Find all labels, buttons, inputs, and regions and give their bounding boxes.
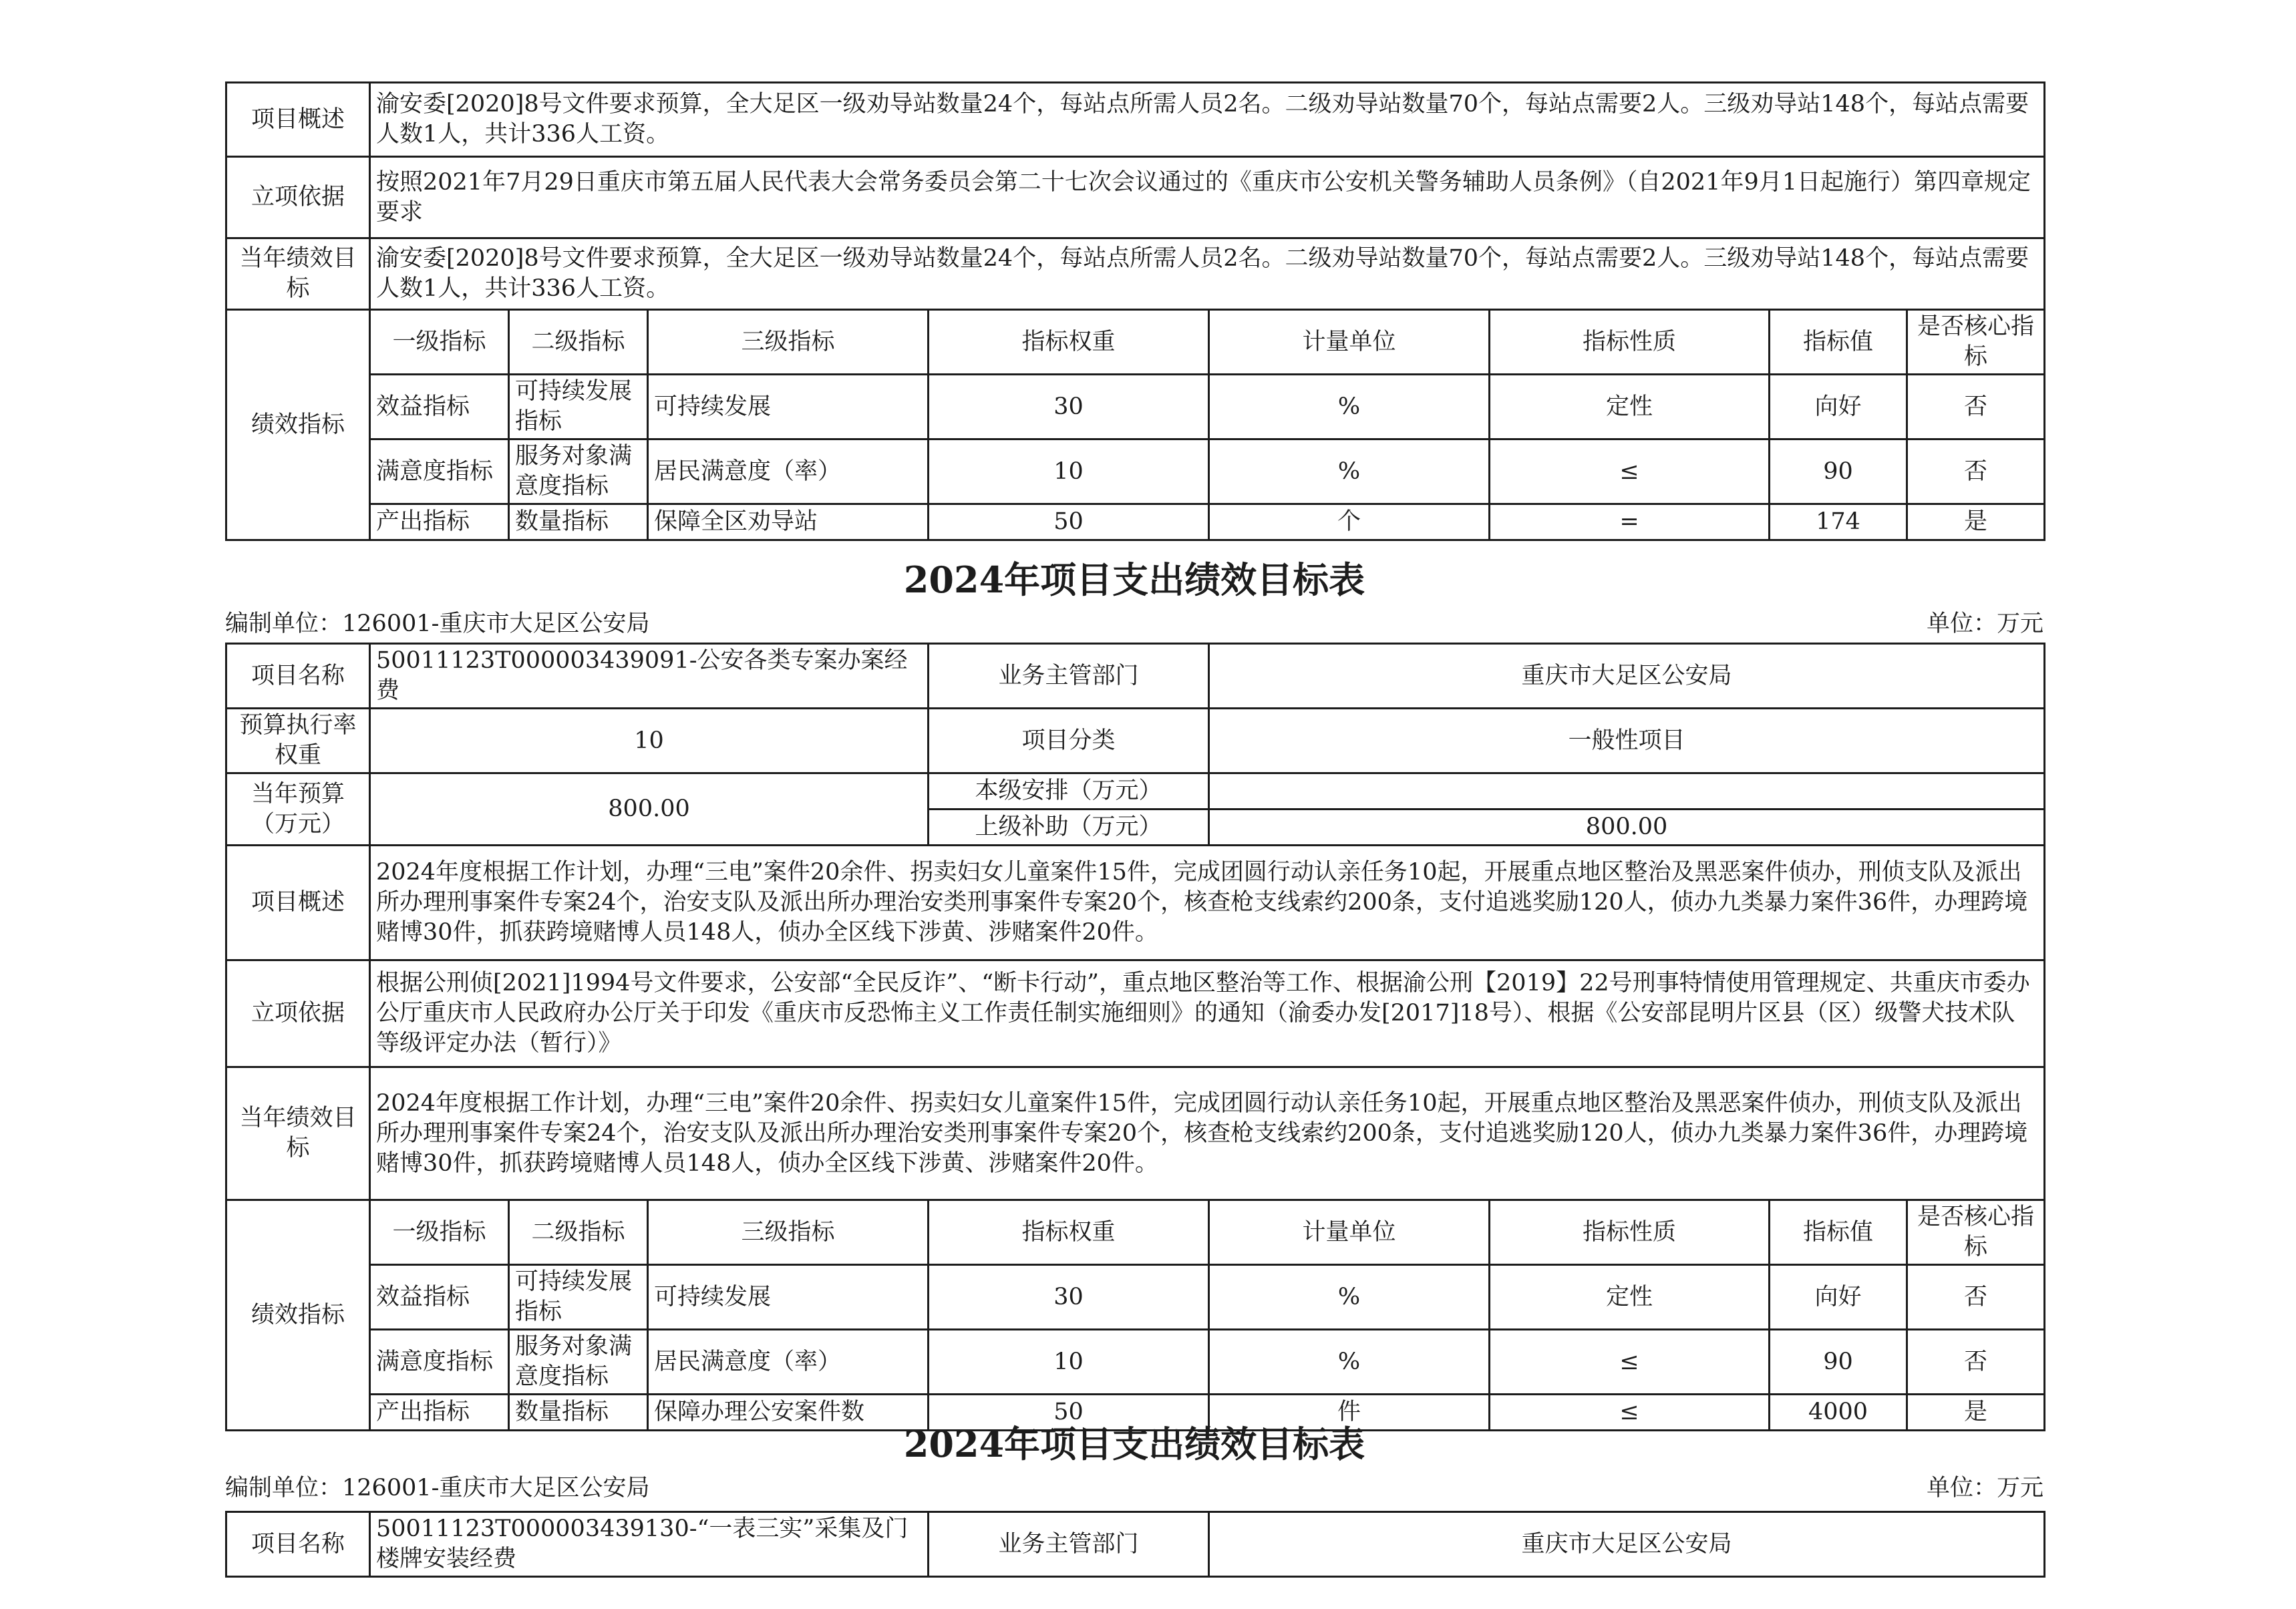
section2-table bbox=[225, 643, 2045, 1431]
section2-meta bbox=[225, 609, 2043, 639]
header-level1: 一级指标 bbox=[370, 1200, 509, 1265]
cell-level2: 数量指标 bbox=[509, 1395, 648, 1431]
cell-value: 向好 bbox=[1770, 1265, 1907, 1330]
cell-unit: 件 bbox=[1209, 1395, 1490, 1431]
cell-level2: 服务对象满意度指标 bbox=[509, 439, 648, 504]
budget-value: 800.00 bbox=[370, 773, 929, 846]
table-row bbox=[226, 375, 2045, 439]
header-level2: 二级指标 bbox=[509, 1200, 648, 1265]
header-unit: 计量单位 bbox=[1209, 310, 1490, 375]
indicators-label: 绩效指标 bbox=[226, 1200, 370, 1431]
table-row bbox=[226, 504, 2045, 540]
header-level1: 一级指标 bbox=[370, 310, 509, 375]
dept-label: 业务主管部门 bbox=[929, 1512, 1209, 1577]
cell-unit: % bbox=[1209, 439, 1490, 504]
cell-core: 是 bbox=[1907, 504, 2045, 540]
cell-level3: 可持续发展 bbox=[648, 375, 929, 439]
cell-level3: 居民满意度（率） bbox=[648, 439, 929, 504]
overview-text: 2024年度根据工作计划，办理“三电”案件20余件、拐卖妇女儿童案件15件，完成团圆行动认亲任务10起，开展重点地区整治及黑恶案件侦办，刑侦支队及派出所办理刑事案件专案24个，治安支队及派出所办理治安类刑事案件专案20个，核查枪支线索约200条，支付追逃奖励120人，侦办九类暴力案件36件，办理跨境赌博30件，抓获跨境赌博人员148人，侦办全区线下涉黄、涉赌案件20件。 bbox=[370, 846, 2045, 960]
cell-value: 174 bbox=[1770, 504, 1907, 540]
cell-nature: ≤ bbox=[1490, 1395, 1770, 1431]
annual-goal-text: 2024年度根据工作计划，办理“三电”案件20余件、拐卖妇女儿童案件15件，完成团圆行动认亲任务10起，开展重点地区整治及黑恶案件侦办，刑侦支队及派出所办理刑事案件专案24个，治安支队及派出所办理治安类刑事案件专案20个，核查枪支线索约200条，支付追逃奖励120人，侦办九类暴力案件36件，办理跨境赌博30件，抓获跨境赌博人员148人，侦办全区线下涉黄、涉赌案件20件。 bbox=[370, 1067, 2045, 1200]
cell-weight: 50 bbox=[929, 1395, 1209, 1431]
header-nature: 指标性质 bbox=[1490, 310, 1770, 375]
unit-name: 126001-重庆市大足区公安局 bbox=[342, 1475, 650, 1501]
dept-value: 重庆市大足区公安局 bbox=[1209, 644, 2045, 709]
header-unit: 计量单位 bbox=[1209, 1200, 1490, 1265]
table-row bbox=[226, 1265, 2045, 1330]
cell-weight: 10 bbox=[929, 439, 1209, 504]
budget-label: 当年预算（万元） bbox=[226, 773, 370, 846]
exec-weight-label: 预算执行率权重 bbox=[226, 709, 370, 773]
cell-weight: 50 bbox=[929, 504, 1209, 540]
cell-core: 否 bbox=[1907, 375, 2045, 439]
unit-prefix: 编制单位： bbox=[225, 1475, 343, 1501]
basis-label: 立项依据 bbox=[226, 960, 370, 1067]
cell-core: 否 bbox=[1907, 1330, 2045, 1395]
cell-level2: 可持续发展指标 bbox=[509, 1265, 648, 1330]
cell-nature: ≤ bbox=[1490, 1330, 1770, 1395]
header-nature: 指标性质 bbox=[1490, 1200, 1770, 1265]
section3-table bbox=[225, 1511, 2045, 1578]
cell-value: 向好 bbox=[1770, 375, 1907, 439]
local-arrange-label: 本级安排（万元） bbox=[929, 773, 1209, 810]
cell-value: 90 bbox=[1770, 439, 1907, 504]
cell-level3: 保障办理公安案件数 bbox=[648, 1395, 929, 1431]
cell-unit: % bbox=[1209, 1330, 1490, 1395]
header-level2: 二级指标 bbox=[509, 310, 648, 375]
header-core: 是否核心指标 bbox=[1907, 1200, 2045, 1265]
unit-prefix: 编制单位： bbox=[225, 610, 343, 637]
overview-label: 项目概述 bbox=[226, 83, 370, 157]
currency-unit: 单位：万元 bbox=[1926, 610, 2043, 637]
header-core: 是否核心指标 bbox=[1907, 310, 2045, 375]
basis-text: 根据公刑侦[2021]1994号文件要求，公安部“全民反诈”、“断卡行动”，重点地区整治等工作、根据渝公刑【2019】22号刑事特情使用管理规定、共重庆市委办公厅重庆市人民政府办公厅关于印发《重庆市反恐怖主义工作责任制实施细则》的通知（渝委办发[2017]18号）、根据《公安部昆明片区县（区）级警犬技术队等级评定办法（暂行）》 bbox=[370, 960, 2045, 1067]
cell-core: 否 bbox=[1907, 1265, 2045, 1330]
annual-goal-text: 渝安委[2020]8号文件要求预算，全大足区一级劝导站数量24个，每站点所需人员2名。二级劝导站数量70个，每站点需要2人。三级劝导站148个，每站点需要人数1人，共计336人工资。 bbox=[370, 238, 2045, 310]
category-label: 项目分类 bbox=[929, 709, 1209, 773]
dept-value: 重庆市大足区公安局 bbox=[1209, 1512, 2045, 1577]
cell-unit: % bbox=[1209, 1265, 1490, 1330]
header-level3: 三级指标 bbox=[648, 1200, 929, 1265]
cell-level1: 产出指标 bbox=[370, 1395, 509, 1431]
table-row bbox=[226, 1330, 2045, 1395]
cell-level2: 数量指标 bbox=[509, 504, 648, 540]
cell-nature: 定性 bbox=[1490, 1265, 1770, 1330]
dept-label: 业务主管部门 bbox=[929, 644, 1209, 709]
header-level3: 三级指标 bbox=[648, 310, 929, 375]
cell-nature: 定性 bbox=[1490, 375, 1770, 439]
cell-core: 否 bbox=[1907, 439, 2045, 504]
project-name-label: 项目名称 bbox=[226, 1512, 370, 1577]
header-value: 指标值 bbox=[1770, 1200, 1907, 1265]
cell-value: 90 bbox=[1770, 1330, 1907, 1395]
cell-level1: 效益指标 bbox=[370, 1265, 509, 1330]
category-value: 一般性项目 bbox=[1209, 709, 2045, 773]
project-name-value: 50011123T000003439091-公安各类专案办案经费 bbox=[370, 644, 929, 709]
cell-weight: 30 bbox=[929, 1265, 1209, 1330]
section3-title: 2024年项目支出绩效目标表 bbox=[903, 1423, 1365, 1465]
cell-nature: ≤ bbox=[1490, 439, 1770, 504]
exec-weight-value: 10 bbox=[370, 709, 929, 773]
cell-unit: 个 bbox=[1209, 504, 1490, 540]
overview-label: 项目概述 bbox=[226, 846, 370, 960]
table-row bbox=[226, 439, 2045, 504]
cell-weight: 30 bbox=[929, 375, 1209, 439]
cell-level3: 保障全区劝导站 bbox=[648, 504, 929, 540]
cell-level2: 可持续发展指标 bbox=[509, 375, 648, 439]
unit-name: 126001-重庆市大足区公安局 bbox=[342, 610, 650, 637]
section3-meta bbox=[225, 1473, 2043, 1503]
header-weight: 指标权重 bbox=[929, 1200, 1209, 1265]
header-value: 指标值 bbox=[1770, 310, 1907, 375]
cell-core: 是 bbox=[1907, 1395, 2045, 1431]
cell-level3: 可持续发展 bbox=[648, 1265, 929, 1330]
cell-level1: 满意度指标 bbox=[370, 1330, 509, 1395]
project-name-label: 项目名称 bbox=[226, 644, 370, 709]
section2-title: 2024年项目支出绩效目标表 bbox=[903, 558, 1365, 601]
overview-text: 渝安委[2020]8号文件要求预算，全大足区一级劝导站数量24个，每站点所需人员2名。二级劝导站数量70个，每站点需要2人。三级劝导站148个，每站点需要人数1人，共计336人工资。 bbox=[370, 83, 2045, 157]
cell-level2: 服务对象满意度指标 bbox=[509, 1330, 648, 1395]
local-arrange-value bbox=[1209, 773, 2045, 810]
cell-value: 4000 bbox=[1770, 1395, 1907, 1431]
cell-level1: 满意度指标 bbox=[370, 439, 509, 504]
section1-table bbox=[225, 81, 2045, 541]
project-name-value: 50011123T000003439130-“一表三实”采集及门楼牌安装经费 bbox=[370, 1512, 929, 1577]
basis-label: 立项依据 bbox=[226, 157, 370, 238]
annual-goal-label: 当年绩效目标 bbox=[226, 238, 370, 310]
header-weight: 指标权重 bbox=[929, 310, 1209, 375]
annual-goal-label: 当年绩效目标 bbox=[226, 1067, 370, 1200]
cell-nature: = bbox=[1490, 504, 1770, 540]
basis-text: 按照2021年7月29日重庆市第五届人民代表大会常务委员会第二十七次会议通过的《重庆市公安机关警务辅助人员条例》（自2021年9月1日起施行）第四章规定要求 bbox=[370, 157, 2045, 238]
cell-level3: 居民满意度（率） bbox=[648, 1330, 929, 1395]
cell-level1: 效益指标 bbox=[370, 375, 509, 439]
superior-subsidy-label: 上级补助（万元） bbox=[929, 810, 1209, 846]
cell-weight: 10 bbox=[929, 1330, 1209, 1395]
indicators-label: 绩效指标 bbox=[226, 310, 370, 540]
superior-subsidy-value: 800.00 bbox=[1209, 810, 2045, 846]
currency-unit: 单位：万元 bbox=[1926, 1475, 2043, 1501]
cell-level1: 产出指标 bbox=[370, 504, 509, 540]
cell-unit: % bbox=[1209, 375, 1490, 439]
